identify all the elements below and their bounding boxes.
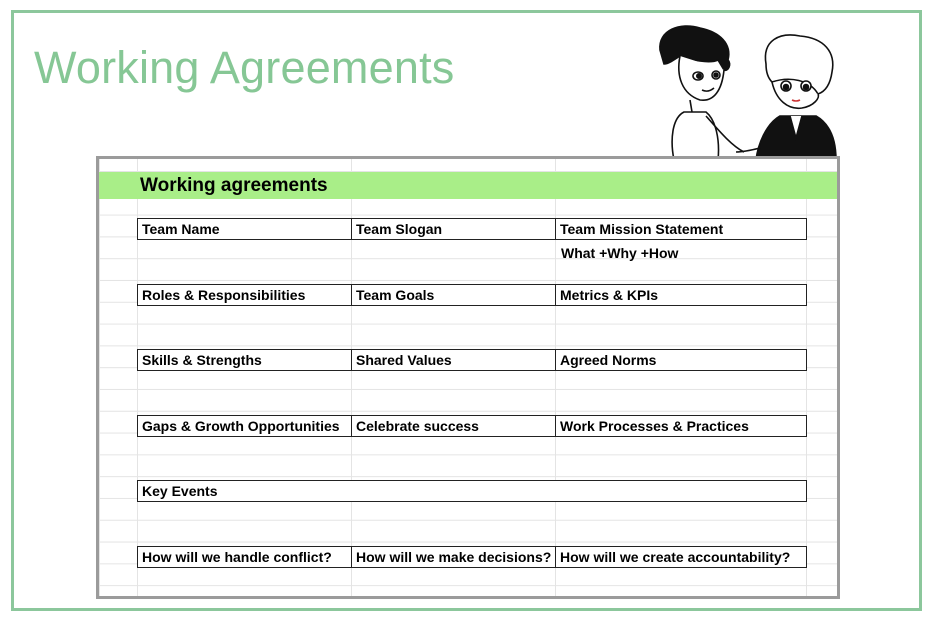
cell-team-name: Team Name (138, 219, 352, 239)
boy-figure-icon (660, 26, 744, 160)
handshake-illustration-icon (640, 20, 850, 160)
sheet-header-title: Working agreements (140, 175, 328, 196)
table-row (137, 284, 807, 306)
cell-shared-values: Shared Values (352, 350, 556, 370)
cell-metrics-kpis: Metrics & KPIs (560, 287, 659, 303)
spreadsheet-template (96, 156, 840, 599)
cell-team-goals: Team Goals (352, 285, 556, 305)
cell-celebrate-success: Celebrate success (352, 416, 556, 436)
mission-statement-note: What +Why +How (561, 245, 679, 261)
cell-roles-responsibilities: Roles & Responsibilities (138, 285, 352, 305)
table-row (137, 546, 807, 568)
cell-skills-strengths: Skills & Strengths (138, 350, 352, 370)
table-row (137, 415, 807, 437)
cell-work-processes: Work Processes & Practices (560, 418, 749, 434)
girl-figure-icon (736, 35, 836, 160)
cell-team-mission-statement: Team Mission Statement (560, 221, 724, 237)
slide-title: Working Agreements (34, 42, 455, 93)
table-row (137, 480, 807, 502)
cell-handle-conflict: How will we handle conflict? (138, 547, 352, 567)
cell-agreed-norms: Agreed Norms (560, 352, 657, 368)
cell-team-slogan: Team Slogan (352, 219, 556, 239)
sheet-header-band (99, 172, 837, 199)
table-row (137, 218, 807, 240)
cell-make-decisions: How will we make decisions? (352, 547, 556, 567)
cell-create-accountability: How will we create accountability? (560, 549, 791, 565)
table-row (137, 349, 807, 371)
cell-key-events: Key Events (142, 483, 218, 499)
cell-gaps-growth: Gaps & Growth Opportunities (138, 416, 352, 436)
